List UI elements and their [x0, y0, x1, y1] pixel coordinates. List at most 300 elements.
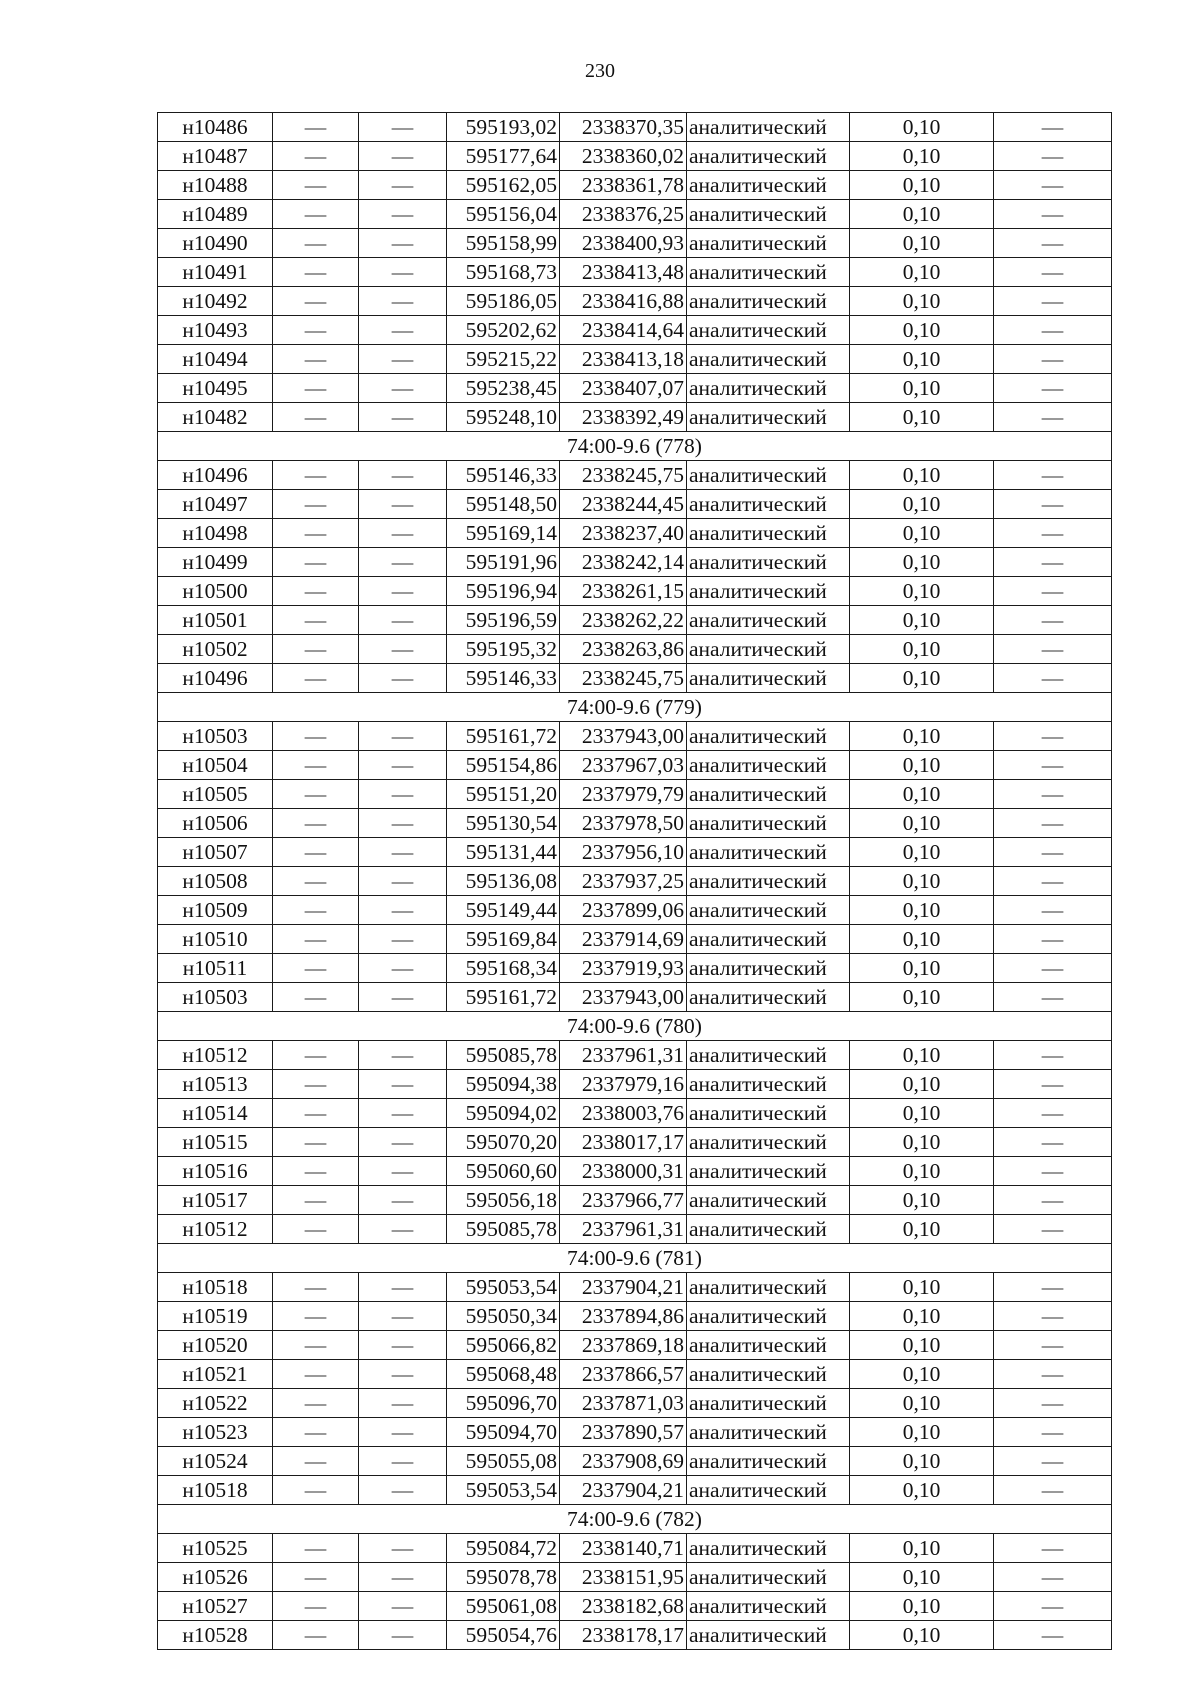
y-coordinate-cell: 2338414,64	[560, 316, 687, 345]
accuracy-cell: 0,10	[850, 1215, 994, 1244]
point-cell: н10507	[158, 838, 273, 867]
dash-cell: —	[273, 345, 359, 374]
dash-cell: —	[994, 229, 1112, 258]
dash-cell: —	[273, 751, 359, 780]
point-cell: н10508	[158, 867, 273, 896]
accuracy-cell: 0,10	[850, 200, 994, 229]
page-number: 230	[585, 60, 615, 82]
dash-cell: —	[359, 1186, 447, 1215]
y-coordinate-cell: 2337894,86	[560, 1302, 687, 1331]
accuracy-cell: 0,10	[850, 577, 994, 606]
table-body	[158, 113, 1112, 1650]
dash-cell: —	[359, 925, 447, 954]
coordinates-table	[157, 112, 1112, 1650]
accuracy-cell: 0,10	[850, 1360, 994, 1389]
x-coordinate-cell: 595248,10	[447, 403, 560, 432]
y-coordinate-cell: 2338413,18	[560, 345, 687, 374]
accuracy-cell: 0,10	[850, 925, 994, 954]
dash-cell: —	[994, 606, 1112, 635]
y-coordinate-cell: 2338370,35	[560, 113, 687, 142]
point-cell: н10503	[158, 722, 273, 751]
dash-cell: —	[273, 1360, 359, 1389]
x-coordinate-cell: 595215,22	[447, 345, 560, 374]
y-coordinate-cell: 2337919,93	[560, 954, 687, 983]
x-coordinate-cell: 595130,54	[447, 809, 560, 838]
accuracy-cell: 0,10	[850, 258, 994, 287]
dash-cell: —	[359, 1621, 447, 1650]
dash-cell: —	[273, 1621, 359, 1650]
accuracy-cell: 0,10	[850, 490, 994, 519]
point-cell: н10520	[158, 1331, 273, 1360]
point-cell: н10493	[158, 316, 273, 345]
y-coordinate-cell: 2338000,31	[560, 1157, 687, 1186]
y-coordinate-cell: 2337966,77	[560, 1186, 687, 1215]
accuracy-cell: 0,10	[850, 1418, 994, 1447]
point-cell: н10522	[158, 1389, 273, 1418]
dash-cell: —	[994, 1099, 1112, 1128]
table-row	[158, 664, 1112, 693]
x-coordinate-cell: 595154,86	[447, 751, 560, 780]
accuracy-cell: 0,10	[850, 229, 994, 258]
table-row	[158, 983, 1112, 1012]
accuracy-cell: 0,10	[850, 867, 994, 896]
accuracy-cell: 0,10	[850, 1447, 994, 1476]
dash-cell: —	[359, 1041, 447, 1070]
point-cell: н10511	[158, 954, 273, 983]
method-cell: аналитический	[687, 258, 850, 287]
y-coordinate-cell: 2337961,31	[560, 1215, 687, 1244]
section-label: 74:00-9.6 (780)	[158, 1012, 1112, 1041]
x-coordinate-cell: 595053,54	[447, 1476, 560, 1505]
dash-cell: —	[994, 345, 1112, 374]
accuracy-cell: 0,10	[850, 1041, 994, 1070]
method-cell: аналитический	[687, 200, 850, 229]
accuracy-cell: 0,10	[850, 345, 994, 374]
x-coordinate-cell: 595078,78	[447, 1563, 560, 1592]
y-coordinate-cell: 2337967,03	[560, 751, 687, 780]
table-row	[158, 171, 1112, 200]
accuracy-cell: 0,10	[850, 519, 994, 548]
accuracy-cell: 0,10	[850, 1563, 994, 1592]
method-cell: аналитический	[687, 1070, 850, 1099]
table-row	[158, 1041, 1112, 1070]
y-coordinate-cell: 2337904,21	[560, 1273, 687, 1302]
section-label: 74:00-9.6 (779)	[158, 693, 1112, 722]
dash-cell: —	[994, 983, 1112, 1012]
accuracy-cell: 0,10	[850, 113, 994, 142]
x-coordinate-cell: 595196,59	[447, 606, 560, 635]
x-coordinate-cell: 595096,70	[447, 1389, 560, 1418]
dash-cell: —	[273, 983, 359, 1012]
x-coordinate-cell: 595068,48	[447, 1360, 560, 1389]
method-cell: аналитический	[687, 345, 850, 374]
accuracy-cell: 0,10	[850, 1534, 994, 1563]
y-coordinate-cell: 2338237,40	[560, 519, 687, 548]
y-coordinate-cell: 2337956,10	[560, 838, 687, 867]
method-cell: аналитический	[687, 809, 850, 838]
dash-cell: —	[359, 200, 447, 229]
dash-cell: —	[273, 1128, 359, 1157]
dash-cell: —	[273, 1418, 359, 1447]
dash-cell: —	[994, 519, 1112, 548]
y-coordinate-cell: 2337904,21	[560, 1476, 687, 1505]
point-cell: н10492	[158, 287, 273, 316]
dash-cell: —	[359, 1302, 447, 1331]
accuracy-cell: 0,10	[850, 1389, 994, 1418]
dash-cell: —	[994, 1389, 1112, 1418]
point-cell: н10496	[158, 664, 273, 693]
dash-cell: —	[273, 1302, 359, 1331]
point-cell: н10488	[158, 171, 273, 200]
accuracy-cell: 0,10	[850, 374, 994, 403]
x-coordinate-cell: 595191,96	[447, 548, 560, 577]
point-cell: н10514	[158, 1099, 273, 1128]
dash-cell: —	[359, 403, 447, 432]
table-row	[158, 490, 1112, 519]
table-row	[158, 461, 1112, 490]
y-coordinate-cell: 2338003,76	[560, 1099, 687, 1128]
dash-cell: —	[359, 113, 447, 142]
dash-cell: —	[273, 577, 359, 606]
x-coordinate-cell: 595056,18	[447, 1186, 560, 1215]
table-row	[158, 838, 1112, 867]
dash-cell: —	[273, 1331, 359, 1360]
point-cell: н10518	[158, 1273, 273, 1302]
y-coordinate-cell: 2338407,07	[560, 374, 687, 403]
x-coordinate-cell: 595066,82	[447, 1331, 560, 1360]
point-cell: н10525	[158, 1534, 273, 1563]
point-cell: н10528	[158, 1621, 273, 1650]
x-coordinate-cell: 595085,78	[447, 1041, 560, 1070]
accuracy-cell: 0,10	[850, 751, 994, 780]
dash-cell: —	[994, 1302, 1112, 1331]
method-cell: аналитический	[687, 142, 850, 171]
table-row	[158, 780, 1112, 809]
point-cell: н10517	[158, 1186, 273, 1215]
x-coordinate-cell: 595186,05	[447, 287, 560, 316]
point-cell: н10526	[158, 1563, 273, 1592]
dash-cell: —	[994, 1070, 1112, 1099]
dash-cell: —	[359, 838, 447, 867]
y-coordinate-cell: 2337937,25	[560, 867, 687, 896]
dash-cell: —	[273, 461, 359, 490]
dash-cell: —	[359, 751, 447, 780]
method-cell: аналитический	[687, 1331, 850, 1360]
dash-cell: —	[994, 664, 1112, 693]
accuracy-cell: 0,10	[850, 287, 994, 316]
point-cell: н10506	[158, 809, 273, 838]
table-row	[158, 142, 1112, 171]
y-coordinate-cell: 2337908,69	[560, 1447, 687, 1476]
table-row	[158, 722, 1112, 751]
point-cell: н10496	[158, 461, 273, 490]
point-cell: н10491	[158, 258, 273, 287]
method-cell: аналитический	[687, 983, 850, 1012]
x-coordinate-cell: 595055,08	[447, 1447, 560, 1476]
dash-cell: —	[994, 925, 1112, 954]
method-cell: аналитический	[687, 1389, 850, 1418]
section-label: 74:00-9.6 (781)	[158, 1244, 1112, 1273]
accuracy-cell: 0,10	[850, 809, 994, 838]
method-cell: аналитический	[687, 1360, 850, 1389]
accuracy-cell: 0,10	[850, 1186, 994, 1215]
point-cell: н10482	[158, 403, 273, 432]
point-cell: н10487	[158, 142, 273, 171]
method-cell: аналитический	[687, 1041, 850, 1070]
dash-cell: —	[273, 664, 359, 693]
y-coordinate-cell: 2337979,16	[560, 1070, 687, 1099]
table-row	[158, 925, 1112, 954]
method-cell: аналитический	[687, 1302, 850, 1331]
method-cell: аналитический	[687, 1215, 850, 1244]
point-cell: н10502	[158, 635, 273, 664]
point-cell: н10512	[158, 1215, 273, 1244]
dash-cell: —	[994, 1476, 1112, 1505]
method-cell: аналитический	[687, 867, 850, 896]
point-cell: н10498	[158, 519, 273, 548]
method-cell: аналитический	[687, 751, 850, 780]
accuracy-cell: 0,10	[850, 780, 994, 809]
point-cell: н10497	[158, 490, 273, 519]
dash-cell: —	[359, 1331, 447, 1360]
point-cell: н10521	[158, 1360, 273, 1389]
dash-cell: —	[994, 403, 1112, 432]
y-coordinate-cell: 2338245,75	[560, 461, 687, 490]
x-coordinate-cell: 595146,33	[447, 461, 560, 490]
dash-cell: —	[273, 1157, 359, 1186]
method-cell: аналитический	[687, 1273, 850, 1302]
method-cell: аналитический	[687, 954, 850, 983]
y-coordinate-cell: 2338178,17	[560, 1621, 687, 1650]
dash-cell: —	[273, 1447, 359, 1476]
method-cell: аналитический	[687, 1186, 850, 1215]
point-cell: н10504	[158, 751, 273, 780]
method-cell: аналитический	[687, 722, 850, 751]
x-coordinate-cell: 595084,72	[447, 1534, 560, 1563]
dash-cell: —	[359, 1215, 447, 1244]
accuracy-cell: 0,10	[850, 722, 994, 751]
dash-cell: —	[273, 171, 359, 200]
dash-cell: —	[273, 606, 359, 635]
y-coordinate-cell: 2338361,78	[560, 171, 687, 200]
dash-cell: —	[994, 722, 1112, 751]
dash-cell: —	[359, 1447, 447, 1476]
y-coordinate-cell: 2338392,49	[560, 403, 687, 432]
dash-cell: —	[994, 1418, 1112, 1447]
dash-cell: —	[273, 867, 359, 896]
dash-cell: —	[359, 867, 447, 896]
x-coordinate-cell: 595156,04	[447, 200, 560, 229]
x-coordinate-cell: 595193,02	[447, 113, 560, 142]
y-coordinate-cell: 2337979,79	[560, 780, 687, 809]
dash-cell: —	[273, 1534, 359, 1563]
x-coordinate-cell: 595094,38	[447, 1070, 560, 1099]
x-coordinate-cell: 595162,05	[447, 171, 560, 200]
table-row	[158, 1331, 1112, 1360]
accuracy-cell: 0,10	[850, 1621, 994, 1650]
table-row	[158, 403, 1112, 432]
dash-cell: —	[273, 896, 359, 925]
table-row	[158, 809, 1112, 838]
table-row	[158, 1070, 1112, 1099]
table-row	[158, 1360, 1112, 1389]
method-cell: аналитический	[687, 461, 850, 490]
dash-cell: —	[359, 577, 447, 606]
point-cell: н10523	[158, 1418, 273, 1447]
table-row	[158, 1621, 1112, 1650]
dash-cell: —	[994, 490, 1112, 519]
x-coordinate-cell: 595148,50	[447, 490, 560, 519]
point-cell: н10510	[158, 925, 273, 954]
y-coordinate-cell: 2338360,02	[560, 142, 687, 171]
point-cell: н10495	[158, 374, 273, 403]
section-label: 74:00-9.6 (778)	[158, 432, 1112, 461]
dash-cell: —	[273, 316, 359, 345]
x-coordinate-cell: 595169,14	[447, 519, 560, 548]
point-cell: н10486	[158, 113, 273, 142]
table-row	[158, 1447, 1112, 1476]
y-coordinate-cell: 2338244,45	[560, 490, 687, 519]
dash-cell: —	[273, 780, 359, 809]
x-coordinate-cell: 595195,32	[447, 635, 560, 664]
dash-cell: —	[994, 1592, 1112, 1621]
y-coordinate-cell: 2338416,88	[560, 287, 687, 316]
dash-cell: —	[273, 1215, 359, 1244]
y-coordinate-cell: 2338261,15	[560, 577, 687, 606]
method-cell: аналитический	[687, 896, 850, 925]
point-cell: н10513	[158, 1070, 273, 1099]
table-row	[158, 345, 1112, 374]
accuracy-cell: 0,10	[850, 142, 994, 171]
x-coordinate-cell: 595136,08	[447, 867, 560, 896]
accuracy-cell: 0,10	[850, 403, 994, 432]
dash-cell: —	[359, 1128, 447, 1157]
x-coordinate-cell: 595085,78	[447, 1215, 560, 1244]
y-coordinate-cell: 2338140,71	[560, 1534, 687, 1563]
dash-cell: —	[359, 664, 447, 693]
dash-cell: —	[994, 954, 1112, 983]
table-row	[158, 1099, 1112, 1128]
dash-cell: —	[359, 345, 447, 374]
method-cell: аналитический	[687, 490, 850, 519]
accuracy-cell: 0,10	[850, 316, 994, 345]
dash-cell: —	[359, 287, 447, 316]
dash-cell: —	[994, 1360, 1112, 1389]
method-cell: аналитический	[687, 664, 850, 693]
dash-cell: —	[359, 896, 447, 925]
accuracy-cell: 0,10	[850, 838, 994, 867]
x-coordinate-cell: 595158,99	[447, 229, 560, 258]
dash-cell: —	[273, 809, 359, 838]
method-cell: аналитический	[687, 1534, 850, 1563]
dash-cell: —	[273, 1273, 359, 1302]
accuracy-cell: 0,10	[850, 1302, 994, 1331]
section-label: 74:00-9.6 (782)	[158, 1505, 1112, 1534]
table-row	[158, 751, 1112, 780]
dash-cell: —	[273, 838, 359, 867]
point-cell: н10515	[158, 1128, 273, 1157]
table-row	[158, 1563, 1112, 1592]
dash-cell: —	[994, 1157, 1112, 1186]
x-coordinate-cell: 595177,64	[447, 142, 560, 171]
dash-cell: —	[359, 1476, 447, 1505]
accuracy-cell: 0,10	[850, 171, 994, 200]
section-header-row	[158, 432, 1112, 461]
dash-cell: —	[273, 287, 359, 316]
dash-cell: —	[273, 113, 359, 142]
method-cell: аналитический	[687, 113, 850, 142]
dash-cell: —	[359, 954, 447, 983]
dash-cell: —	[359, 461, 447, 490]
y-coordinate-cell: 2337866,57	[560, 1360, 687, 1389]
section-header-row	[158, 693, 1112, 722]
table-row	[158, 1273, 1112, 1302]
table-row	[158, 113, 1112, 142]
table-row	[158, 896, 1112, 925]
y-coordinate-cell: 2337869,18	[560, 1331, 687, 1360]
dash-cell: —	[273, 519, 359, 548]
y-coordinate-cell: 2338262,22	[560, 606, 687, 635]
dash-cell: —	[994, 896, 1112, 925]
accuracy-cell: 0,10	[850, 1128, 994, 1157]
dash-cell: —	[994, 287, 1112, 316]
point-cell: н10509	[158, 896, 273, 925]
y-coordinate-cell: 2338182,68	[560, 1592, 687, 1621]
y-coordinate-cell: 2338151,95	[560, 1563, 687, 1592]
dash-cell: —	[273, 925, 359, 954]
dash-cell: —	[273, 722, 359, 751]
accuracy-cell: 0,10	[850, 896, 994, 925]
dash-cell: —	[359, 548, 447, 577]
dash-cell: —	[994, 113, 1112, 142]
method-cell: аналитический	[687, 780, 850, 809]
method-cell: аналитический	[687, 548, 850, 577]
method-cell: аналитический	[687, 925, 850, 954]
accuracy-cell: 0,10	[850, 606, 994, 635]
table-row	[158, 1128, 1112, 1157]
table-row	[158, 1186, 1112, 1215]
accuracy-cell: 0,10	[850, 983, 994, 1012]
method-cell: аналитический	[687, 838, 850, 867]
accuracy-cell: 0,10	[850, 1099, 994, 1128]
dash-cell: —	[359, 809, 447, 838]
accuracy-cell: 0,10	[850, 461, 994, 490]
dash-cell: —	[273, 229, 359, 258]
y-coordinate-cell: 2337890,57	[560, 1418, 687, 1447]
accuracy-cell: 0,10	[850, 1070, 994, 1099]
method-cell: аналитический	[687, 1128, 850, 1157]
dash-cell: —	[273, 403, 359, 432]
point-cell: н10519	[158, 1302, 273, 1331]
method-cell: аналитический	[687, 635, 850, 664]
table-row	[158, 548, 1112, 577]
table-row	[158, 954, 1112, 983]
x-coordinate-cell: 595168,73	[447, 258, 560, 287]
accuracy-cell: 0,10	[850, 954, 994, 983]
dash-cell: —	[273, 258, 359, 287]
x-coordinate-cell: 595060,60	[447, 1157, 560, 1186]
point-cell: н10500	[158, 577, 273, 606]
method-cell: аналитический	[687, 1418, 850, 1447]
dash-cell: —	[359, 1534, 447, 1563]
y-coordinate-cell: 2338017,17	[560, 1128, 687, 1157]
table-row	[158, 606, 1112, 635]
x-coordinate-cell: 595151,20	[447, 780, 560, 809]
dash-cell: —	[359, 983, 447, 1012]
table-row	[158, 1215, 1112, 1244]
dash-cell: —	[273, 142, 359, 171]
dash-cell: —	[273, 1186, 359, 1215]
